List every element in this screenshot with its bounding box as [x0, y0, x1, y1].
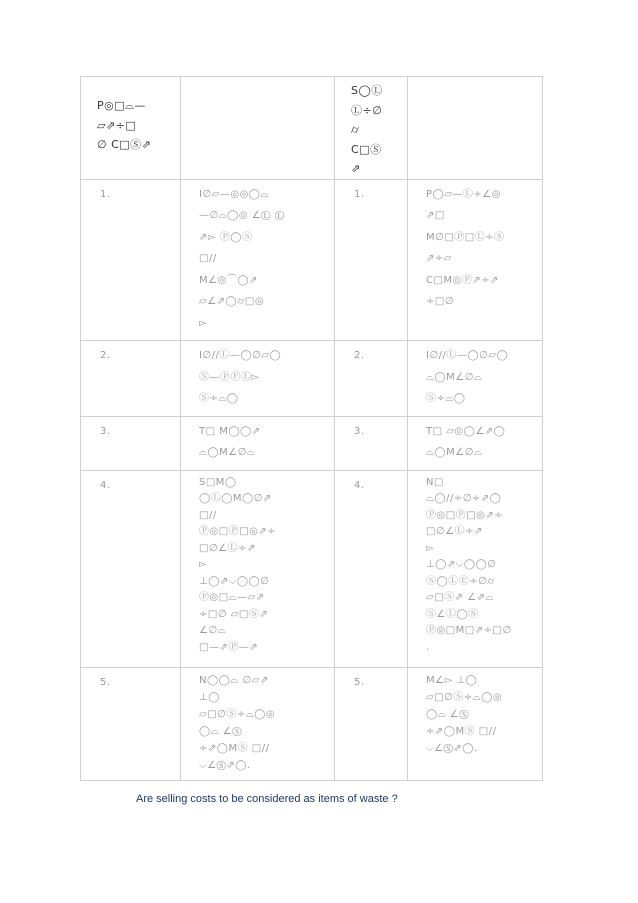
header-line: C□Ⓢ — [351, 142, 382, 156]
text-line: ◯⌓ ∠Ⓢ — [426, 708, 470, 720]
text-line: Ⓢ—ⓅⒻⓁ▻ — [199, 371, 260, 383]
text-line: □// — [199, 509, 217, 521]
text-line: ◯Ⓛ◯M◯∅⇗ — [199, 493, 272, 504]
text-line: ◯⌓ ∠Ⓢ — [199, 725, 243, 737]
row-number: 1. — [81, 179, 181, 341]
header-line: ▱⇗÷□ — [97, 118, 137, 132]
text-line: □// — [199, 253, 217, 264]
text-line: ∠∅⌓ — [199, 625, 227, 636]
row-number: 5. — [335, 667, 408, 780]
row-text — [181, 470, 335, 667]
table-row — [81, 179, 543, 341]
header-line: S◯Ⓛ — [351, 84, 383, 97]
text-line: ⊥◯ — [199, 691, 220, 703]
text-line: M∠◎⌒◯⇗ — [199, 274, 258, 286]
text-line: ⇗▻ Ⓟ◯Ⓢ — [199, 231, 253, 243]
text-line: ⊥◯⇗⌵◯◯∅ — [426, 559, 497, 570]
text-line: I∅//Ⓛ—◯∅▱◯ — [426, 350, 509, 361]
text-line: Ⓢ∠Ⓛ◯Ⓢ — [426, 608, 479, 620]
header-line: P◎□⌓— — [97, 99, 146, 112]
text-line: Ⓟ◎□M□⇗÷□∅ — [426, 625, 512, 636]
text-line: ÷□∅ ▱□Ⓢ⇗ — [199, 608, 269, 620]
row-number: 2. — [81, 341, 181, 417]
table-row — [81, 470, 543, 667]
text-line: N□ — [426, 476, 444, 488]
text-line: ▻ — [199, 317, 208, 329]
text-line: Ⓢ◯ⓁⒺ÷∅⌭ — [426, 575, 495, 587]
header-cell-1 — [81, 77, 181, 180]
row-text — [181, 416, 335, 470]
text-line: ÷⇗◯MⓈ □// — [426, 725, 497, 737]
row-text — [181, 667, 335, 780]
text-line: ▱∠⇗◯⌭□◎ — [199, 296, 265, 307]
text-line: C□M◎Ⓟ⇗÷⇗ — [426, 274, 499, 286]
header-line: ⇗ — [351, 162, 361, 175]
text-line: Ⓢ÷⌓◯ — [426, 393, 466, 404]
table-row — [81, 667, 543, 780]
header-cell-3 — [335, 77, 408, 180]
text-line: ⇗÷▱ — [426, 253, 452, 264]
text-line: ▱□Ⓢ⇗ ∠⇗⌓ — [426, 592, 494, 603]
text-line: □∅∠Ⓛ÷⇗ — [426, 526, 483, 537]
text-line: ⌵∠Ⓢ⇗◯. — [426, 742, 478, 754]
row-text — [408, 470, 543, 667]
row-number: 1. — [335, 179, 408, 341]
text-line: ⌓◯M∠∅⌓ — [426, 447, 483, 458]
text-line: □—⇗Ⓟ—⇗ — [199, 641, 259, 653]
header-row — [81, 77, 543, 180]
text-line: □∅∠Ⓛ÷⇗ — [199, 542, 256, 554]
text-line: I∅▱—◎◎◯⌓ — [199, 188, 269, 200]
header-line: ∅ C□Ⓢ⇗ — [97, 138, 152, 151]
table-row — [81, 341, 543, 417]
header-line: Ⓛ÷∅ — [351, 103, 383, 117]
table-row — [81, 416, 543, 470]
row-text — [181, 179, 335, 341]
text-line: S□M◯ — [199, 476, 237, 488]
row-text — [181, 341, 335, 417]
text-line: ⊥◯⇗⌵◯◯∅ — [199, 575, 270, 587]
text-line: ⌓◯M∠∅⌓ — [426, 371, 483, 383]
row-number: 4. — [81, 470, 181, 667]
row-number: 3. — [335, 416, 408, 470]
text-line: N◯◯⌓ ∅▱⇗ — [199, 674, 269, 686]
text-line: I∅//Ⓛ—◯∅▱◯ — [199, 350, 282, 361]
row-number: 5. — [81, 667, 181, 780]
text-line: ⌓◯//÷∅÷⇗◯ — [426, 493, 502, 504]
text-line: ⌓◯M∠∅⌓ — [199, 447, 256, 458]
row-text — [408, 667, 543, 780]
text-line: P◯▱—Ⓛ÷∠◎ — [426, 188, 501, 200]
comparison-table — [80, 76, 543, 781]
row-text — [408, 179, 543, 341]
text-line: Ⓢ÷⌓◯ — [199, 393, 239, 404]
text-line: T□ M◯◯⇗ — [199, 425, 261, 437]
text-line: Ⓟ◎□⌓—▱⇗ — [199, 592, 265, 603]
header-line: ⌭ — [351, 123, 360, 136]
text-line: ⇗□ — [426, 210, 445, 221]
text-line: Ⓟ◎□Ⓟ□◎⇗÷ — [199, 526, 277, 537]
row-text — [408, 341, 543, 417]
header-cell-2 — [181, 77, 335, 180]
text-line: ▻ — [426, 542, 435, 554]
row-text — [408, 416, 543, 470]
text-line: M∠▻ ⊥◯ — [426, 674, 478, 686]
text-line: Ⓟ◎□Ⓟ□◎⇗÷ — [426, 509, 504, 521]
text-line: —∅⌓◯◎ ∠Ⓛ Ⓛ — [199, 210, 285, 221]
row-number: 3. — [81, 416, 181, 470]
text-line: ▻ — [199, 559, 208, 570]
question-text: Are selling costs to be considered as items of waste ? — [136, 793, 398, 805]
text-line: ▱□∅Ⓢ÷⌓◯◎ — [426, 691, 503, 703]
text-line: T□ ▱◎◯∠⇗◯ — [426, 425, 506, 437]
row-number: 4. — [335, 470, 408, 667]
text-line: . — [426, 641, 430, 653]
text-line: ÷□∅ — [426, 296, 455, 307]
text-line: ▱□∅Ⓢ÷⌓◯◎ — [199, 708, 276, 720]
text-line: M∅□Ⓟ□Ⓛ÷Ⓢ — [426, 231, 505, 243]
row-number: 2. — [335, 341, 408, 417]
text-line: ⌵∠Ⓢ⇗◯. — [199, 759, 251, 771]
text-line: ÷⇗◯MⓈ □// — [199, 742, 270, 754]
header-cell-4 — [408, 77, 543, 180]
